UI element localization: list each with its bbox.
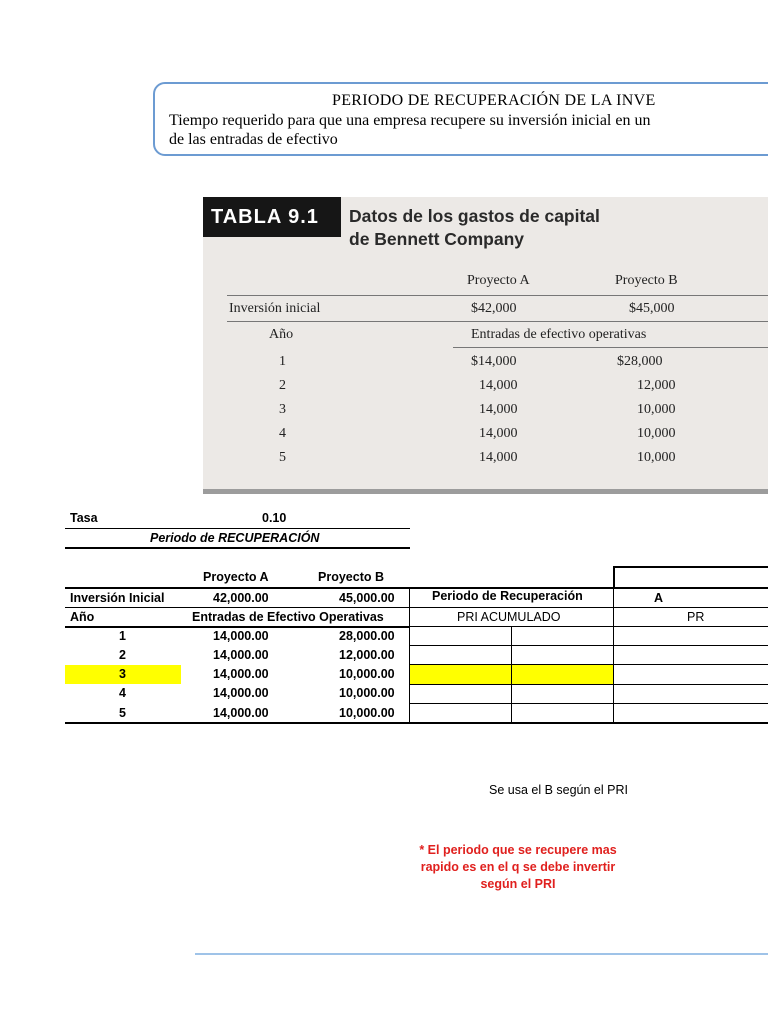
col-a-header: Proyecto A (203, 570, 269, 584)
highlight-pri-row-3 (410, 665, 614, 684)
book-flows-label: Entradas de efectivo operativas (471, 327, 647, 342)
textbook-table-image (203, 197, 768, 494)
book-inv-label: Inversión inicial (229, 301, 321, 316)
year-cell[interactable]: 2 (119, 648, 126, 662)
grid-line (613, 566, 615, 587)
year-label: Año (70, 610, 95, 624)
tasa-label: Tasa (70, 511, 98, 525)
year-cell[interactable]: 1 (119, 629, 126, 643)
pri-cut-header: PR (687, 610, 705, 624)
book-b-value: 10,000 (637, 450, 676, 465)
a-cell[interactable]: 14,000.00 (213, 686, 269, 700)
grid-line (410, 645, 768, 646)
book-col-a-header: Proyecto A (467, 273, 530, 288)
year-cell[interactable]: 3 (119, 667, 126, 681)
inv-b[interactable]: 45,000.00 (339, 591, 395, 605)
book-a-value: 14,000 (479, 450, 518, 465)
definition-text (169, 111, 650, 149)
inv-a[interactable]: 42,000.00 (213, 591, 269, 605)
pri-acum-header: PRI ACUMULADO (457, 610, 561, 624)
pr-header: Periodo de Recuperación (432, 589, 583, 603)
a-cell[interactable]: 14,000.00 (213, 648, 269, 662)
book-year: 2 (279, 378, 286, 393)
b-cell[interactable]: 10,000.00 (339, 667, 395, 681)
book-a-value: 14,000 (479, 402, 518, 417)
inv-label: Inversión Inicial (70, 591, 165, 605)
b-cell[interactable]: 10,000.00 (339, 706, 395, 720)
footer-divider (195, 953, 768, 955)
section-title: Periodo de RECUPERACIÓN (150, 531, 320, 545)
grid-line (410, 626, 768, 627)
book-year: 3 (279, 402, 286, 417)
year-cell[interactable]: 4 (119, 686, 126, 700)
tasa-value[interactable]: 0.10 (262, 511, 287, 525)
grid-line (410, 684, 768, 685)
grid-line (65, 607, 768, 608)
book-year-label: Año (269, 327, 294, 342)
header-box (153, 82, 768, 156)
col-b-header: Proyecto B (318, 570, 384, 584)
book-inv-a: $42,000 (471, 301, 517, 316)
grid-line (65, 587, 768, 589)
red-note: * El periodo que se recupere mas rapido es en el q se debe invertir según el PRI (419, 843, 617, 891)
book-a-value: 14,000 (479, 378, 518, 393)
book-b-value: $28,000 (617, 354, 663, 369)
grid-line (65, 547, 410, 549)
grid-line (65, 528, 410, 529)
book-a-value: $14,000 (471, 354, 517, 369)
flows-label: Entradas de Efectivo Operativas (192, 610, 384, 624)
a-cell[interactable]: 14,000.00 (213, 629, 269, 643)
grid-line (410, 664, 768, 665)
grid-line (65, 626, 410, 628)
book-divider (453, 347, 768, 348)
definition-line-1: Tiempo requerido para que una empresa recupere su inversión inicial en un (169, 112, 651, 129)
year-cell[interactable]: 5 (119, 706, 126, 720)
conclusion-note: Se usa el B según el PRI (489, 783, 628, 797)
book-a-value: 14,000 (479, 426, 518, 441)
table-title-line-1: Datos de los gastos de capital (349, 206, 600, 226)
grid-line (613, 587, 614, 723)
grid-line (65, 722, 768, 724)
book-divider (227, 321, 768, 322)
grid-line (511, 626, 512, 723)
book-year: 1 (279, 354, 286, 369)
book-inv-b: $45,000 (629, 301, 675, 316)
b-cell[interactable]: 10,000.00 (339, 686, 395, 700)
b-cell[interactable]: 28,000.00 (339, 629, 395, 643)
pr-col-a: A (654, 591, 664, 605)
book-b-value: 10,000 (637, 402, 676, 417)
book-col-b-header: Proyecto B (615, 273, 678, 288)
book-divider (227, 295, 768, 296)
grid-line (613, 566, 768, 568)
a-cell[interactable]: 14,000.00 (213, 667, 269, 681)
table-title (349, 205, 600, 251)
table-title-line-2: de Bennett Company (349, 229, 525, 249)
book-b-value: 12,000 (637, 378, 676, 393)
book-year: 5 (279, 450, 286, 465)
page-title: PERIODO DE RECUPERACIÓN DE LA INVE (332, 92, 656, 109)
table-label: TABLA 9.1 (203, 197, 341, 237)
book-b-value: 10,000 (637, 426, 676, 441)
grid-line (409, 587, 410, 723)
a-cell[interactable]: 14,000.00 (213, 706, 269, 720)
definition-line-2: de las entradas de efectivo (169, 131, 338, 148)
grid-line (410, 703, 768, 704)
b-cell[interactable]: 12,000.00 (339, 648, 395, 662)
book-year: 4 (279, 426, 286, 441)
